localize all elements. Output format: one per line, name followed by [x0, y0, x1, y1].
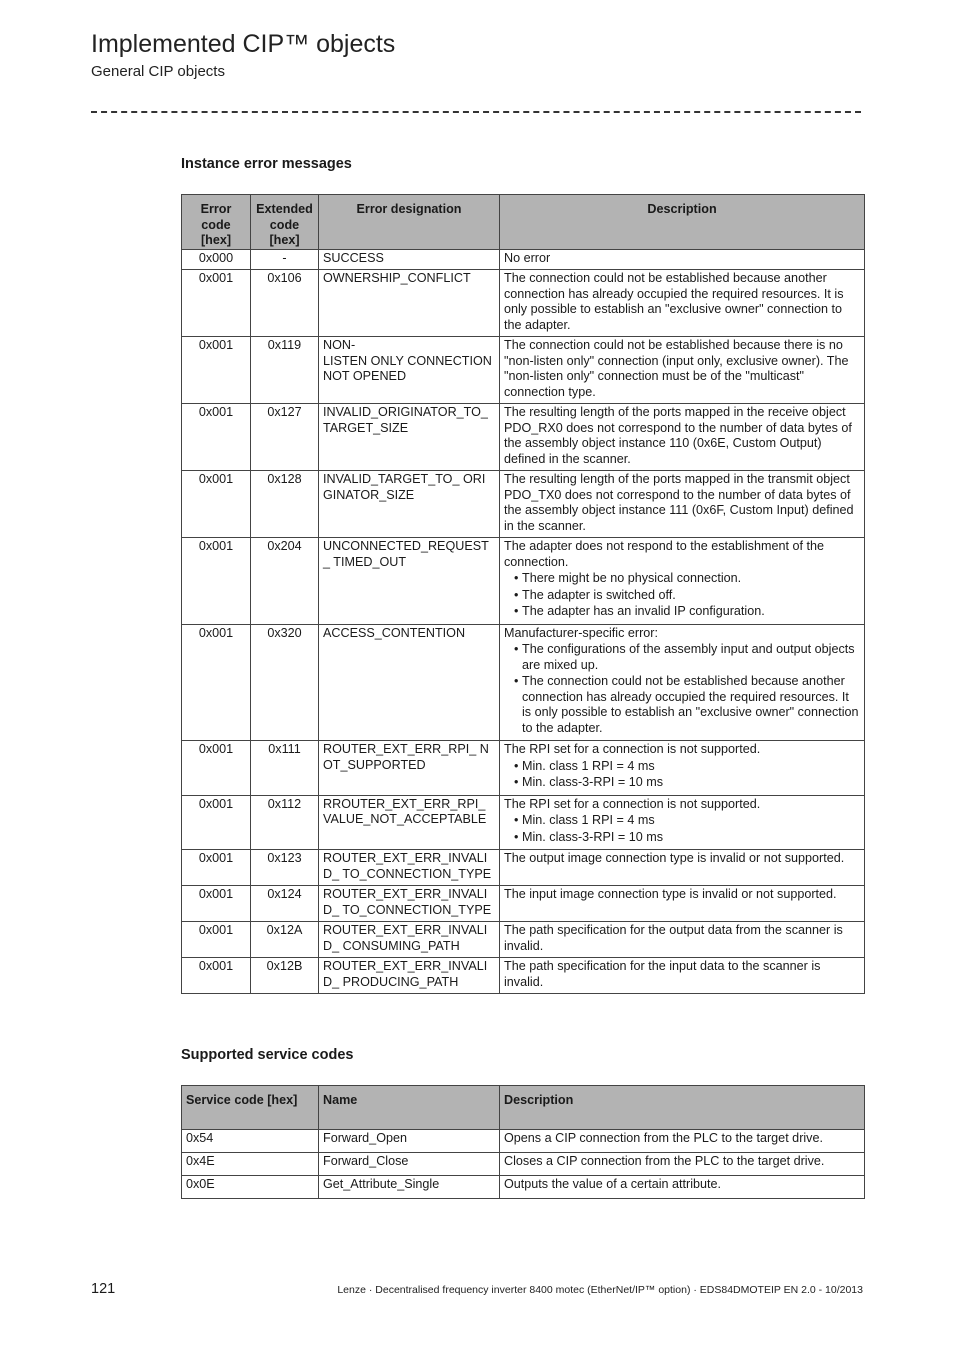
extended-code-cell: 0x123	[251, 850, 319, 886]
description-cell	[500, 850, 865, 886]
extended-code-cell: 0x112	[251, 795, 319, 850]
header-divider	[91, 111, 861, 113]
description-cell	[500, 249, 865, 270]
table-row	[182, 886, 865, 922]
description-cell	[500, 404, 865, 471]
table-header-row	[182, 195, 865, 250]
description-text: The resulting length of the ports mapped in the receive object PDO_RX0 does not correspond to the number of data bytes of the assembly object instance 110 (0x6E, Custom Output) defined in the scanner.	[504, 405, 852, 466]
extended-code-cell: 0x106	[251, 270, 319, 337]
service-name-cell: Get_Attribute_Single	[319, 1176, 500, 1199]
table-row	[182, 850, 865, 886]
extended-code-cell: 0x12B	[251, 958, 319, 994]
error-code-cell: 0x001	[182, 471, 251, 538]
footer-document-info: Lenze · Decentralised frequency inverter 8400 motec (EtherNet/IP™ option) · EDS84DMOTEIP EN 2.0 - 10/2013	[337, 1284, 863, 1296]
extended-code-cell: -	[251, 249, 319, 270]
error-designation-cell: UNCONNECTED_REQUEST_ TIMED_OUT	[319, 538, 500, 625]
table-row	[182, 249, 865, 270]
description-cell	[500, 337, 865, 404]
error-code-cell: 0x001	[182, 958, 251, 994]
error-designation-cell: SUCCESS	[319, 249, 500, 270]
error-designation-cell: INVALID_ORIGINATOR_TO_ TARGET_SIZE	[319, 404, 500, 471]
footer-page-number: 121	[91, 1281, 116, 1297]
error-code-cell: 0x001	[182, 270, 251, 337]
bullet-item: • Min. class-3-RPI = 10 ms	[514, 830, 860, 846]
error-code-cell: 0x001	[182, 922, 251, 958]
bullet-list	[504, 759, 860, 791]
error-code-cell: 0x000	[182, 249, 251, 270]
table-row	[182, 471, 865, 538]
section-heading-error-messages: Instance error messages	[181, 156, 352, 172]
error-code-cell: 0x001	[182, 538, 251, 625]
table-row	[182, 795, 865, 850]
service-code-cell: 0x4E	[182, 1153, 319, 1176]
description-text: The path specification for the output data from the scanner is invalid.	[504, 923, 843, 953]
error-designation-cell: ROUTER_EXT_ERR_INVALID_ TO_CONNECTION_TYPE	[319, 886, 500, 922]
error-messages-table	[181, 194, 865, 994]
description-text: The RPI set for a connection is not supported.	[504, 796, 761, 811]
description-cell	[500, 958, 865, 994]
service-name-cell: Forward_Open	[319, 1130, 500, 1153]
extended-code-cell: 0x12A	[251, 922, 319, 958]
column-header: Description	[500, 195, 865, 250]
description-cell	[500, 624, 865, 741]
description-cell	[500, 886, 865, 922]
extended-code-cell: 0x119	[251, 337, 319, 404]
bullet-item: • There might be no physical connection.	[514, 571, 860, 587]
bullet-item: • The configurations of the assembly input and output objects are mixed up.	[514, 642, 860, 673]
extended-code-cell: 0x128	[251, 471, 319, 538]
description-text: The RPI set for a connection is not supported.	[504, 742, 761, 756]
error-code-cell: 0x001	[182, 886, 251, 922]
bullet-item: • Min. class-3-RPI = 10 ms	[514, 775, 860, 791]
extended-code-cell: 0x127	[251, 404, 319, 471]
error-designation-cell: RROUTER_EXT_ERR_RPI_ VALUE_NOT_ACCEPTABLE	[319, 795, 500, 850]
column-header: Service code [hex]	[182, 1086, 319, 1130]
error-code-cell: 0x001	[182, 741, 251, 796]
extended-code-cell: 0x124	[251, 886, 319, 922]
column-header: Name	[319, 1086, 500, 1130]
description-cell	[500, 270, 865, 337]
bullet-list	[504, 813, 860, 845]
table-row	[182, 1176, 865, 1199]
description-cell	[500, 741, 865, 796]
table-row	[182, 337, 865, 404]
table-row	[182, 404, 865, 471]
error-designation-cell: ROUTER_EXT_ERR_INVALID_ CONSUMING_PATH	[319, 922, 500, 958]
table-row	[182, 270, 865, 337]
error-code-cell: 0x001	[182, 850, 251, 886]
table-header-row	[182, 1086, 865, 1130]
description-text: The adapter does not respond to the establishment of the connection.	[504, 539, 824, 569]
extended-code-cell: 0x111	[251, 741, 319, 796]
description-cell	[500, 922, 865, 958]
service-code-cell: 0x54	[182, 1130, 319, 1153]
page-title: Implemented CIP™ objects	[91, 30, 396, 58]
error-designation-cell: ROUTER_EXT_ERR_RPI_ NOT_SUPPORTED	[319, 741, 500, 796]
error-designation-cell: NON- LISTEN ONLY CONNECTION NOT OPENED	[319, 337, 500, 404]
table-row	[182, 624, 865, 741]
error-designation-cell: ACCESS_CONTENTION	[319, 624, 500, 741]
extended-code-cell: 0x320	[251, 624, 319, 741]
description-text: Manufacturer-specific error:	[504, 625, 658, 640]
error-designation-cell: OWNERSHIP_CONFLICT	[319, 270, 500, 337]
table-row	[182, 958, 865, 994]
table-row	[182, 1130, 865, 1153]
bullet-item: • Min. class 1 RPI = 4 ms	[514, 759, 860, 775]
error-designation-cell: INVALID_TARGET_TO_ ORIGINATOR_SIZE	[319, 471, 500, 538]
bullet-list	[504, 571, 860, 620]
service-description-cell: Closes a CIP connection from the PLC to the target drive.	[500, 1153, 865, 1176]
description-text: The input image connection type is invalid or not supported.	[504, 887, 837, 901]
error-designation-cell: ROUTER_EXT_ERR_INVALID_ TO_CONNECTION_TYPE	[319, 850, 500, 886]
table-row	[182, 922, 865, 958]
service-code-cell: 0x0E	[182, 1176, 319, 1199]
bullet-item: • Min. class 1 RPI = 4 ms	[514, 813, 860, 829]
bullet-item: • The connection could not be established because another connection has already occupied the required resources. It is only possible to establish an "exclusive owner" connection to the adapter.	[514, 674, 860, 736]
description-text: No error	[504, 250, 551, 265]
description-text: The output image connection type is invalid or not supported.	[504, 851, 845, 865]
description-text: The path specification for the input data to the scanner is invalid.	[504, 959, 821, 989]
error-designation-cell: ROUTER_EXT_ERR_INVALID_ PRODUCING_PATH	[319, 958, 500, 994]
table-row	[182, 741, 865, 796]
error-code-cell: 0x001	[182, 624, 251, 741]
service-description-cell: Outputs the value of a certain attribute.	[500, 1176, 865, 1199]
error-code-cell: 0x001	[182, 404, 251, 471]
service-codes-table	[181, 1085, 865, 1199]
page-subtitle: General CIP objects	[91, 63, 225, 80]
error-code-cell: 0x001	[182, 337, 251, 404]
table-row	[182, 1153, 865, 1176]
column-header: Description	[500, 1086, 865, 1130]
bullet-list	[504, 642, 860, 736]
error-code-cell: 0x001	[182, 795, 251, 850]
description-text: The connection could not be established because there is no "non-listen only" connection (input only, exclusive owner). The "non-listen only" connection must be of the "multicast" connection type.	[504, 338, 849, 399]
bullet-item: • The adapter is switched off.	[514, 588, 860, 604]
column-header: Error designation	[319, 195, 500, 250]
description-text: The resulting length of the ports mapped in the transmit object PDO_TX0 does not correspond to the number of data bytes of the assembly object instance 111 (0x6F, Custom Input) defined in the scanner.	[504, 472, 854, 533]
column-header: Extended code [hex]	[251, 195, 319, 250]
table-row	[182, 538, 865, 625]
service-description-cell: Opens a CIP connection from the PLC to the target drive.	[500, 1130, 865, 1153]
description-cell	[500, 795, 865, 850]
section-heading-service-codes: Supported service codes	[181, 1047, 354, 1063]
column-header: Error code [hex]	[182, 195, 251, 250]
description-text: The connection could not be established because another connection has already occupied the required resources. It is only possible to establish an "exclusive owner" connection to the adapter.	[504, 271, 844, 332]
extended-code-cell: 0x204	[251, 538, 319, 625]
bullet-item: • The adapter has an invalid IP configuration.	[514, 604, 860, 620]
description-cell	[500, 538, 865, 625]
service-name-cell: Forward_Close	[319, 1153, 500, 1176]
description-cell	[500, 471, 865, 538]
